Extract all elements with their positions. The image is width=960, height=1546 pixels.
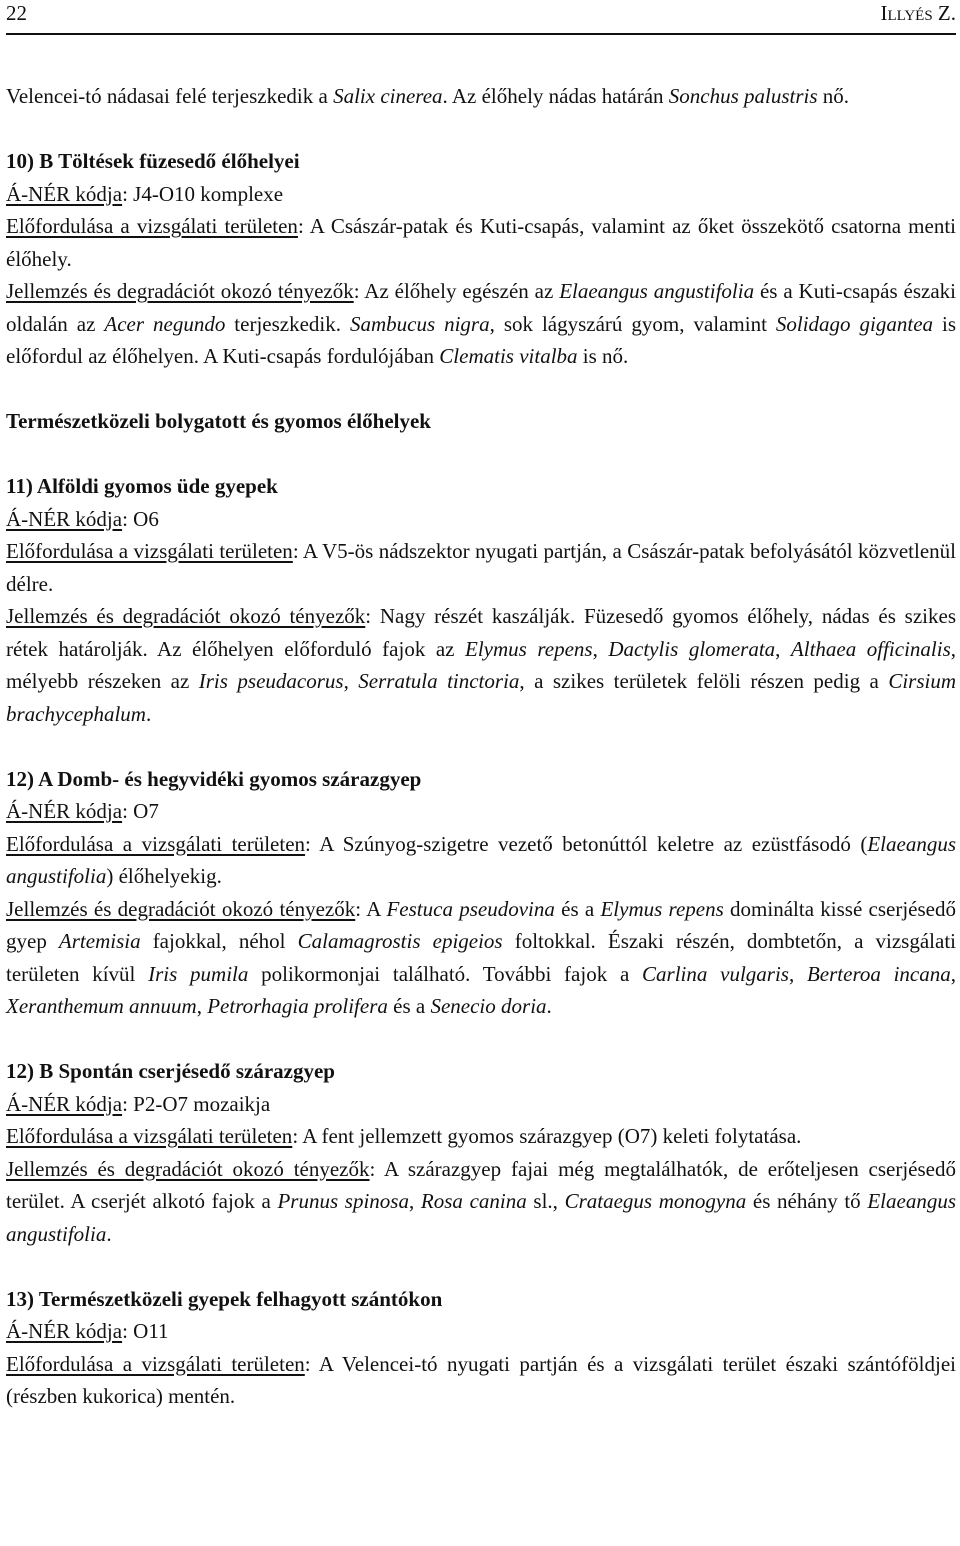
text: .: [106, 1221, 112, 1246]
page-number: 22: [6, 1, 27, 25]
occurrence-paragraph: [6, 1120, 956, 1153]
occurrence-paragraph: [6, 828, 956, 893]
species-name: Acer negundo: [104, 311, 226, 336]
text: , mélyebb részeken az: [6, 636, 957, 693]
text: is nő.: [577, 344, 629, 368]
species-name: Serratula tinctoria: [358, 669, 520, 693]
species-name: Clematis vitalba: [439, 344, 578, 368]
code-label: Á-NÉR kódja: [6, 1091, 123, 1116]
characterization-label: Jellemzés és degradációt okozó tényezők: [6, 1156, 370, 1181]
code-line: [6, 1315, 956, 1348]
text: sl.,: [526, 1189, 565, 1213]
occurrence-text: : A Császár-patak és Kuti-csapás, valamint az őket összekötő csatorna menti élőhely.: [6, 214, 956, 271]
text: foltokkal. Északi részén, dombtetőn, a vizsgálati területen kívül: [6, 929, 956, 986]
occurrence-text: : A Velencei-tó nyugati partján és a vizsgálati terület északi szántóföldjei (részben kukorica) mentén.: [6, 1351, 956, 1408]
text: ,: [788, 961, 807, 986]
text: Velencei-tó nádasai felé terjeszkedik a: [6, 84, 334, 108]
occurrence-label: Előfordulása a vizsgálati területen: [6, 1124, 293, 1148]
species-name: Dactylis glomerata: [608, 636, 776, 661]
text: dominálta kissé cserjésedő gyep: [6, 896, 956, 953]
text: és a: [554, 896, 601, 921]
text: : Az élőhely egészén az: [353, 279, 560, 303]
species-name: Calamagrostis epigeios: [297, 929, 503, 953]
species-name: Althaea officinalis: [790, 636, 951, 661]
species-name: Iris pumila: [148, 961, 249, 986]
occurrence-paragraph: [6, 1348, 956, 1413]
species-name: Elaeangus angustifolia: [6, 1189, 957, 1246]
text: és a Kuti-csapás északi oldalán az: [6, 279, 957, 336]
text: .: [546, 994, 552, 1018]
text: és néhány tő: [746, 1189, 868, 1213]
text: ,: [196, 994, 208, 1018]
text: , a szikes területek felöli részen pedig a: [519, 669, 889, 693]
text: : Nagy részét kaszálják. Füzesedő gyomos élőhely, nádas és szikes rétek határolják. Az élőhelyen előforduló fajok az: [6, 604, 956, 661]
code-value: : P2-O7 mozaikja: [122, 1091, 271, 1116]
occurrence-paragraph: [6, 210, 956, 275]
species-name: Artemisia: [58, 929, 141, 953]
characterization-paragraph: [6, 275, 956, 373]
text: ,: [343, 669, 359, 693]
section-heading: 13) Természetközeli gyepek felhagyott szántókon: [6, 1286, 443, 1311]
section-heading: 11) Alföldi gyomos üde gyepek: [6, 474, 278, 498]
species-name: Cirsium brachycephalum: [6, 669, 956, 726]
species-name: Berteroa incana: [806, 961, 951, 986]
intro-paragraph: [6, 80, 956, 113]
text: nő.: [817, 84, 850, 108]
species-name: Elymus repens: [600, 896, 724, 921]
code-line: [6, 178, 956, 211]
text: és a: [387, 994, 431, 1018]
text: ,: [950, 961, 956, 986]
text: .: [145, 701, 152, 726]
code-value: : O11: [122, 1319, 169, 1343]
occurrence-label: Előfordulása a vizsgálati területen: [6, 214, 298, 238]
text: : A szárazgyep fajai még megtalálhatók, de erőteljesen cserjésedő terület. A cserjét alkotó fajok a: [6, 1156, 956, 1213]
code-line: [6, 795, 956, 828]
text: is előfordul az élőhelyen. A Kuti-csapás fordulójában: [6, 311, 957, 368]
occurrence-text: : A V5-ös nádszektor nyugati partján, a Császár-patak befolyásától közvetlenül délre.: [6, 539, 956, 596]
characterization-label: Jellemzés és degradációt okozó tényezők: [6, 604, 366, 628]
occurrence-label: Előfordulása a vizsgálati területen: [6, 539, 293, 563]
text: terjeszkedik.: [225, 311, 350, 336]
code-label: Á-NÉR kódja: [6, 799, 123, 823]
characterization-label: Jellemzés és degradációt okozó tényezők: [6, 279, 354, 303]
header-rule: [6, 33, 956, 35]
text: polikormonjai található. További fajok a: [248, 961, 643, 986]
code-label: Á-NÉR kódja: [6, 181, 123, 206]
characterization-paragraph: [6, 893, 956, 1023]
code-value: : O7: [122, 799, 159, 823]
code-value: : O6: [122, 506, 159, 531]
species-name: Prunus spinosa: [277, 1189, 409, 1213]
species-name: Iris pseudacorus: [198, 669, 344, 693]
text: : A: [355, 896, 387, 921]
code-label: Á-NÉR kódja: [6, 506, 123, 531]
characterization-paragraph: [6, 1153, 956, 1251]
section-heading: 12) B Spontán cserjésedő szárazgyep: [6, 1059, 335, 1083]
section-heading: 12) A Domb- és hegyvidéki gyomos szárazgyep: [6, 766, 422, 791]
text: fajokkal, néhol: [140, 929, 298, 953]
species-name: Carlina vulgaris: [642, 961, 789, 986]
group-heading: Természetközeli bolygatott és gyomos élőhelyek: [6, 409, 431, 433]
species-name: Festuca pseudovina: [386, 896, 555, 921]
occurrence-label: Előfordulása a vizsgálati területen: [6, 831, 306, 856]
species-name: Solidago gigantea: [775, 311, 934, 336]
text: ) élőhelyekig.: [106, 864, 222, 888]
text: ,: [775, 636, 791, 661]
section-heading: 10) B Töltések füzesedő élőhelyei: [6, 149, 300, 173]
species-name: Crataegus monogyna: [564, 1189, 747, 1213]
running-head: [6, 0, 956, 28]
text: ,: [592, 636, 609, 661]
occurrence-label: Előfordulása a vizsgálati területen: [6, 1351, 305, 1376]
code-label: Á-NÉR kódja: [6, 1319, 123, 1343]
species-name: Salix cinerea: [333, 84, 443, 108]
occurrence-text: : A fent jellemzett gyomos szárazgyep (O7) keleti folytatása.: [292, 1124, 802, 1148]
article-body: [6, 80, 956, 1413]
text: , sok lágyszárú gyom, valamint: [489, 311, 776, 336]
text: : A Szúnyog-szigetre vezető betonúttól keletre az ezüstfásodó (: [305, 831, 868, 856]
text: . Az élőhely nádas határán: [442, 84, 669, 108]
species-name: Petrorhagia prolifera: [207, 994, 388, 1018]
species-name: Rosa canina: [420, 1189, 527, 1213]
text: ,: [408, 1189, 421, 1213]
characterization-label: Jellemzés és degradációt okozó tényezők: [6, 896, 356, 921]
species-name: Xeranthemum annuum: [6, 994, 197, 1018]
code-line: [6, 1088, 956, 1121]
code-value: : J4-O10 komplexe: [122, 181, 284, 206]
species-name: Elaeangus angustifolia: [6, 831, 956, 888]
species-name: Sonchus palustris: [668, 84, 818, 108]
species-name: Elaeangus angustifolia: [559, 279, 755, 303]
species-name: Elymus repens: [465, 636, 593, 661]
running-author: Illyés Z.: [880, 1, 956, 25]
code-line: [6, 503, 956, 536]
characterization-paragraph: [6, 600, 956, 730]
species-name: Senecio doria: [430, 994, 547, 1018]
species-name: Sambucus nigra: [349, 311, 490, 336]
occurrence-paragraph: [6, 535, 956, 600]
